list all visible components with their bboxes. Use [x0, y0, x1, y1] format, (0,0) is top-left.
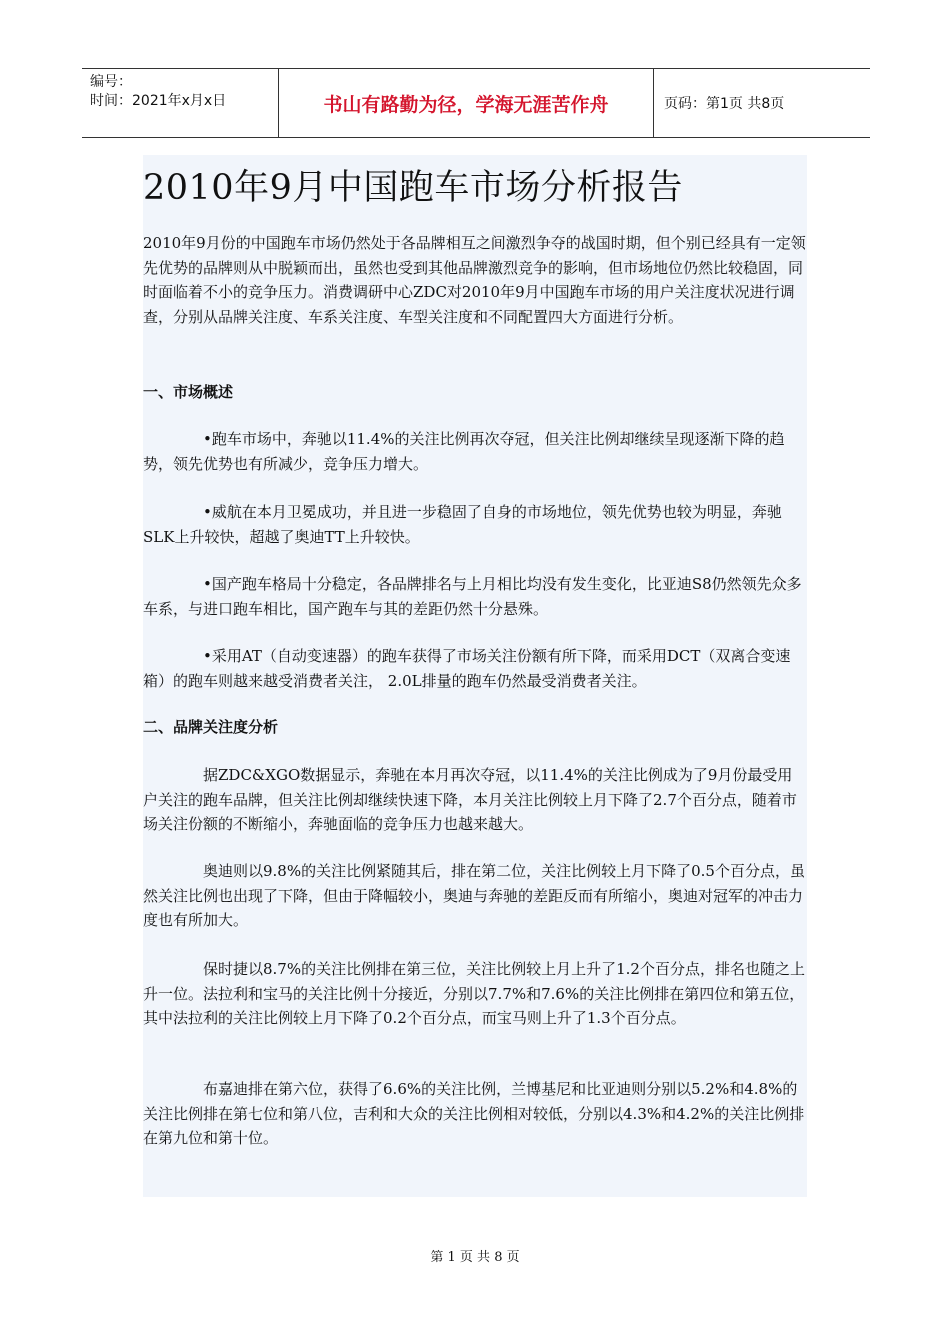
body-paragraph: 保时捷以8.7%的关注比例排在第三位，关注比例较上月上升了1.2个百分点，排名也随之上升一位。法拉利和宝马的关注比例十分接近，分别以7.7%和7.6%的关注比例排在第四位和第五位，其中法拉利的关注比例较上月下降了0.2个百分点，而宝马则上升了1.3个百分点。	[143, 960, 805, 1027]
intro-paragraph: 2010年9月份的中国跑车市场仍然处于各品牌相互之间激烈争夺的战国时期，但个别已经具有一定领先优势的品牌则从中脱颖而出，虽然也受到其他品牌激烈竞争的影响，但市场地位仍然比较稳固，同时面临着不小的竞争压力。消费调研中心ZDC对2010年9月中国跑车市场的用户关注度状况进行调查，分别从品牌关注度、车系关注度、车型关注度和不同配置四大方面进行分析。	[143, 234, 806, 326]
bullet-paragraph: •采用AT（自动变速器）的跑车获得了市场关注份额有所下降，而采用DCT（双离合变速箱）的跑车则越来越受消费者关注， 2.0L排量的跑车仍然最受消费者关注。	[143, 647, 791, 690]
header-motto: 书山有路勤为径，学海无涯苦作舟	[279, 69, 654, 137]
bullet-paragraph: •国产跑车格局十分稳定，各品牌排名与上月相比均没有发生变化，比亚迪S8仍然领先众多车系，与进口跑车相比，国产跑车与其的差距仍然十分悬殊。	[143, 575, 802, 618]
document-number-label: 编号：	[90, 74, 132, 90]
page-header	[82, 68, 870, 138]
body-paragraph: 布嘉迪排在第六位，获得了6.6%的关注比例，兰博基尼和比亚迪则分别以5.2%和4.8%的关注比例排在第七位和第八位，吉利和大众的关注比例相对较低，分别以4.3%和4.2%的关注比例排在第九位和第十位。	[143, 1080, 805, 1147]
document-title: 2010年9月中国跑车市场分析报告	[143, 168, 683, 208]
body-paragraph: 奥迪则以9.8%的关注比例紧随其后，排在第二位，关注比例较上月下降了0.5个百分点，虽然关注比例也出现了下降，但由于降幅较小，奥迪与奔驰的差距反而有所缩小，奥迪对冠军的冲击力度也有所加大。	[143, 862, 805, 929]
bullet-paragraph: •跑车市场中，奔驰以11.4%的关注比例再次夺冠，但关注比例却继续呈现逐渐下降的趋势，领先优势也有所减少，竞争压力增大。	[143, 430, 785, 473]
body-paragraph: 据ZDC&XGO数据显示，奔驰在本月再次夺冠，以11.4%的关注比例成为了9月份最受用户关注的跑车品牌，但关注比例却继续快速下降，本月关注比例较上月下降了2.7个百分点，随着市场关注份额的不断缩小，奔驰面临的竞争压力也越来越大。	[143, 766, 797, 833]
page-footer: 第 1 页 共 8 页	[430, 1250, 520, 1265]
bullet-paragraph: •威航在本月卫冕成功，并且进一步稳固了自身的市场地位，领先优势也较为明显，奔驰SLK上升较快，超越了奥迪TT上升较快。	[143, 503, 782, 546]
section-heading-brand-attention: 二、品牌关注度分析	[143, 718, 279, 736]
header-page-info: 页码：第1页 共8页	[664, 96, 785, 112]
header-meta	[82, 69, 279, 137]
section-heading-market-overview: 一、市场概述	[143, 383, 234, 401]
document-time-label: 时间：2021年x月x日	[90, 93, 227, 109]
